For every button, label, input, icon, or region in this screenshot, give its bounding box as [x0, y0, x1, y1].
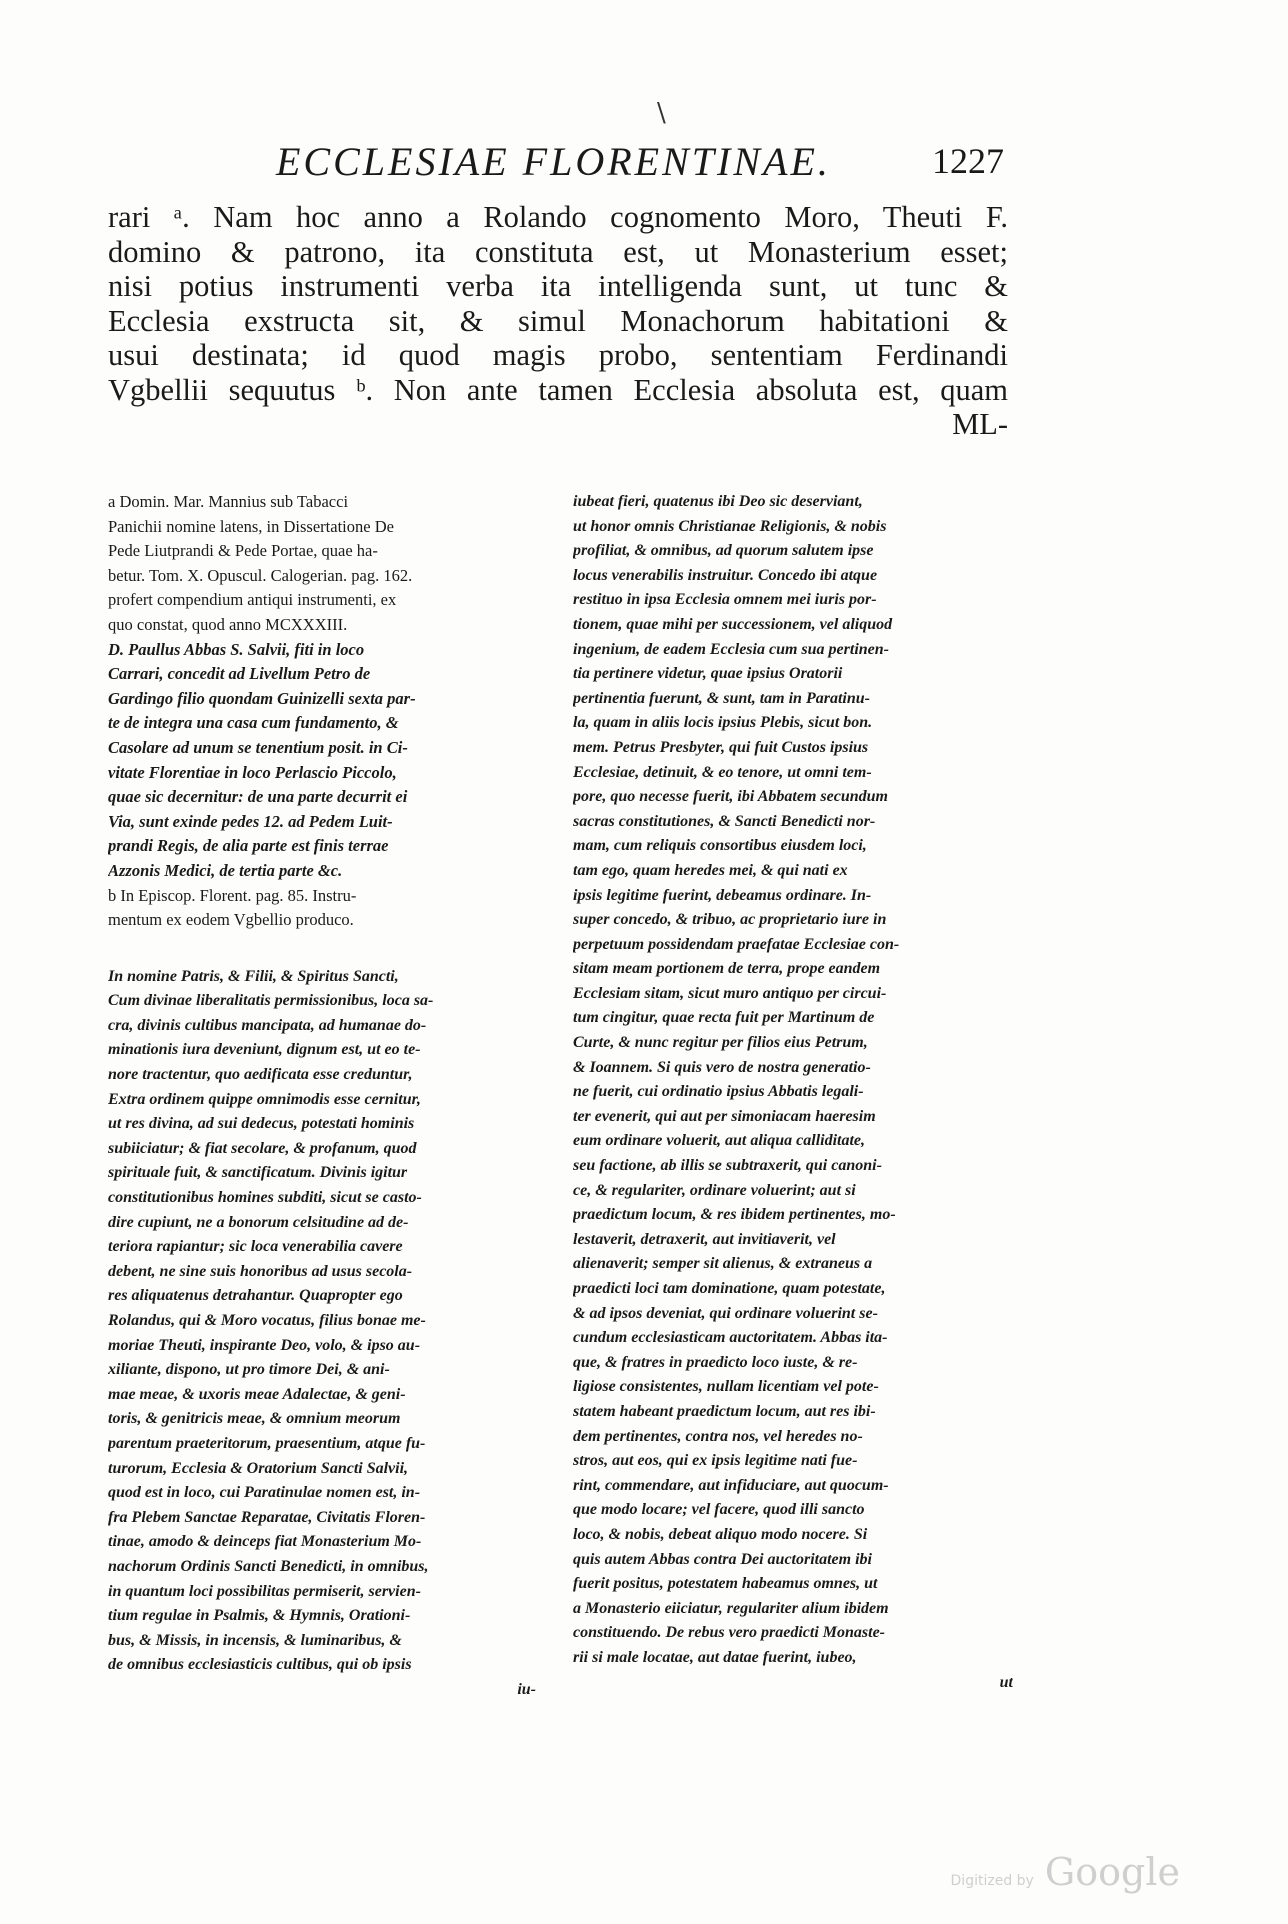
instrument-line: ne fuerit, cui ordinatio ipsius Abbatis legali- [573, 1083, 864, 1101]
main-text-line: domino & patrono, ita constituta est, ut Monasterium esset; [108, 234, 1008, 269]
instrument-line: iubeat fieri, quatenus ibi Deo sic deserviant, [573, 493, 863, 510]
instrument-line: rint, commendare, aut infiduciare, aut quocum- [573, 1476, 889, 1494]
instrument-line: que, & fratres in praedicto loco iuste, & re- [573, 1353, 858, 1371]
instrument-line: eum ordinare voluerit, aut aliqua calliditate, [573, 1132, 866, 1150]
instrument-line: Rolandus, qui & Moro vocatus, filius bonae me- [108, 1312, 426, 1329]
instrument-line: pore, quo necesse fuerit, ibi Abbatem secundum [573, 788, 888, 806]
instrument-line: tia pertinere videtur, quae ipsius Oratorii [573, 665, 843, 683]
instrument-line: turorum, Ecclesia & Oratorium Sancti Salvii, [108, 1459, 409, 1477]
instrument-line: Extra ordinem quippe omnimodis esse cernitur, [108, 1090, 421, 1108]
main-text-line: nisi potius instrumenti verba ita intelligenda sunt, ut tunc & [108, 269, 1008, 303]
instrument-line: seu factione, ab illis se subtraxerit, qui canoni- [573, 1157, 882, 1175]
footnote-line: a Domin. Mar. Mannius sub Tabacci [108, 492, 349, 511]
instrument-line: stros, aut eos, qui ex ipsis legitime nati fue- [573, 1452, 858, 1470]
instrument-line: dire cupiunt, ne a bonorum celsitudine ad de- [108, 1213, 409, 1231]
footnote-line: Panichii nomine latens, in Dissertatione De [108, 516, 394, 536]
footnote-line: mentum ex eodem Vgbellio produco. [108, 910, 354, 930]
instrument-line: super concedo, & tribuo, ac proprietario iure in [573, 911, 887, 929]
footnote-line: Gardingo filio quondam Guinizelli sexta par- [108, 688, 416, 708]
watermark-brand: Google [1044, 1850, 1180, 1894]
instrument-line: tum cingitur, quae recta fuit per Martinum de [573, 1009, 875, 1027]
catchword: ut [999, 1673, 1013, 1691]
instrument-line: ut honor omnis Christianae Religionis, & nobis [573, 517, 887, 535]
instrument-line: statem habeant praedictum locum, aut res ibi- [573, 1402, 876, 1420]
left-column [108, 490, 536, 1703]
running-title: ECCLESIAE FLORENTINAE. [276, 139, 831, 184]
instrument-line: a Monasterio eiiciatur, regulariter alium ibidem [573, 1599, 889, 1617]
footnote-line: Carrari, concedit ad Livellum Petro de [108, 664, 371, 684]
instrument-line: nore tractentur, quo aedificata esse creduntur, [108, 1066, 413, 1084]
instrument-line: bus, & Missis, in incensis, & luminaribus, & [108, 1631, 402, 1649]
instrument-line: sacras constitutiones, & Sancti Benedicti nor- [573, 812, 876, 830]
instrument-line: ligiose consistentes, nullam licentiam vel pote- [573, 1378, 879, 1396]
footnote-line: Via, sunt exinde pedes 12. ad Pedem Luit- [108, 811, 393, 831]
instrument-line: subiiciatur; & fiat secolare, & profanum, quod [108, 1139, 417, 1157]
instrument-line: ingenium, de eadem Ecclesia cum sua pertinen- [573, 640, 889, 658]
instrument-line: minationis iura deveniunt, dignum est, ut eo te- [108, 1041, 421, 1059]
instrument-line: Curte, & nunc regitur per filios eius Petrum, [573, 1034, 868, 1052]
instrument-line: fuerit positus, potestatem habeamus omnes, ut [573, 1575, 878, 1593]
instrument-line: ut res divina, ad sui dedecus, potestati hominis [108, 1115, 415, 1133]
page-mark: \ [657, 98, 666, 128]
main-text-line: rari ᵃ. Nam hoc anno a Rolando cognomento Moro, Theuti F. [108, 200, 1008, 234]
page-number: 1227 [932, 141, 1004, 181]
footnotes [108, 490, 536, 933]
instrument-line: sitam meam portionem de terra, prope eandem [573, 960, 881, 978]
main-text-line: usui destinata; id quod magis probo, sententiam Ferdinandi [108, 338, 1008, 372]
instrument-line: loco, & nobis, debeat aliquo modo nocere. Si [573, 1525, 868, 1543]
instrument-line: ter evenerit, qui aut per simoniacam haeresim [573, 1107, 876, 1125]
instrument-line: tionem, quae mihi per successionem, vel aliquod [573, 615, 893, 633]
instrument-line: de omnibus ecclesiasticis cultibus, qui ob ipsis [108, 1656, 412, 1674]
watermark-prefix: Digitized by [950, 1873, 1034, 1889]
watermark [951, 1850, 1180, 1894]
instrument-line: locus venerabilis instruitur. Concedo ibi atque [573, 566, 878, 584]
instrument-line: teriora rapiantur; sic loca venerabilia cavere [108, 1238, 403, 1256]
page-header [276, 138, 1004, 188]
footnote-line: betur. Tom. X. Opuscul. Calogerian. pag. 162. [108, 565, 413, 585]
instrument-line: & Ioannem. Si quis vero de nostra generatio- [573, 1058, 871, 1076]
instrument-line: quod est in loco, cui Paratinulae nomen est, in- [108, 1484, 421, 1502]
instrument-line: mam, cum reliquis consortibus eiusdem loci, [573, 837, 867, 855]
footnote-line: Azzonis Medici, de tertia parte &c. [108, 860, 343, 880]
instrument-line: lestaverit, detraxerit, aut invitiaverit, vel [573, 1230, 836, 1248]
footnote-line: Casolare ad unum se tenentium posit. in Ci- [108, 737, 408, 757]
main-text-line: Vgbellii sequutus ᵇ. Non ante tamen Ecclesia absoluta est, quam [108, 372, 1008, 407]
instrument-line: moriae Theuti, inspirante Deo, volo, & ipso au- [108, 1336, 421, 1354]
instrument-line: parentum praeteritorum, praesentium, atque fu- [108, 1434, 426, 1452]
instrument-line: praedicti loci tam dominatione, quam potestate, [573, 1280, 886, 1297]
instrument-line: Ecclesiae, detinuit, & eo tenore, ut omni tem- [573, 763, 872, 781]
instrument-line: ce, & regulariter, ordinare voluerint; aut si [573, 1181, 856, 1199]
instrument-line: dem pertinentes, contra nos, vel heredes no- [573, 1427, 863, 1445]
footnote-line: quo constat, quod anno MCXXXIII. [108, 614, 348, 634]
instrument-line: Cum divinae liberalitatis permissionibus, loca sa- [108, 992, 434, 1010]
instrument-line: Ecclesiam sitam, sicut muro antiquo per circui- [573, 984, 887, 1002]
footnote-line: Pede Liutprandi & Pede Portae, quae ha- [108, 541, 378, 561]
instrument-line: rii si male locatae, aut datae fuerint, iubeo, [573, 1648, 857, 1666]
instrument-line: debent, ne sine suis honoribus ad usus secola- [108, 1262, 413, 1280]
footnote-line: quae sic decernitur: de una parte decurrit ei [108, 787, 408, 807]
instrument-line: que modo locare; vel facere, quod illi sancto [573, 1501, 865, 1519]
instrument-line: cundum ecclesiasticam auctoritatem. Abbas ita- [573, 1329, 888, 1347]
instrument-line: tam ego, quam heredes mei, & qui nati ex [573, 861, 848, 879]
instrument-line: quis autem Abbas contra Dei auctoritatem ibi [573, 1550, 872, 1568]
instrument-line: ipsis legitime fuerint, debeamus ordinare. In- [573, 886, 872, 904]
catchword: iu- [517, 1680, 536, 1698]
footnote-line: vitate Florentiae in loco Perlascio Piccolo, [108, 762, 397, 782]
instrument-line: mae meae, & uxoris meae Adalectae, & geni- [108, 1385, 406, 1403]
instrument-line: xiliante, dispono, ut pro timore Dei, & ani- [108, 1361, 390, 1379]
instrument-line: toris, & genitricis meae, & omnium meorum [108, 1410, 401, 1428]
instrument-line: pertinentia fuerunt, & sunt, tam in Paratinu- [573, 689, 870, 707]
instrument-line: spirituale fuit, & sanctificatum. Divinis igitur [108, 1164, 408, 1182]
instrument-line: tium regulae in Psalmis, & Hymnis, Orationi- [108, 1607, 411, 1625]
instrument-line: In nomine Patris, & Filii, & Spiritus Sancti, [108, 967, 399, 985]
instrument-line: res aliquatenus detrahantur. Quapropter ego [108, 1287, 403, 1305]
instrument-line: profiliat, & omnibus, ad quorum salutem ipse [573, 542, 874, 560]
instrument-line: constituendo. De rebus vero praedicti Monaste- [573, 1624, 885, 1642]
footnote-line: b In Episcop. Florent. pag. 85. Instru- [108, 885, 357, 905]
instrument-line: constitutionibus homines subditi, sicut se casto- [108, 1189, 422, 1207]
right-column [573, 490, 1013, 1695]
instrument-line: nachorum Ordinis Sancti Benedicti, in omnibus, [108, 1557, 429, 1575]
instrument-line: restituo in ipsa Ecclesia omnem mei iuris por- [573, 591, 877, 609]
instrument-line: mem. Petrus Presbyter, qui fuit Custos ipsius [573, 738, 869, 756]
instrument-line: praedictum locum, & res ibidem pertinentes, mo- [573, 1206, 896, 1224]
main-text-line: Ecclesia exstructa sit, & simul Monachorum habitationi & [108, 303, 1008, 338]
instrument-text-left [108, 965, 536, 1703]
instrument-line: la, quam in aliis locis ipsius Plebis, sicut bon. [573, 714, 873, 732]
instrument-line: in quantum loci possibilitas permiserit, servien- [108, 1582, 421, 1600]
instrument-line: tinae, amodo & deinceps fiat Monasterium Mo- [108, 1533, 422, 1551]
instrument-line: & ad ipsos deveniat, qui ordinare voluerint se- [573, 1304, 878, 1322]
instrument-line: cra, divinis cultibus mancipata, ad humanae do- [108, 1016, 427, 1034]
main-text-catchword: ML- [952, 407, 1008, 441]
instrument-line: fra Plebem Sanctae Reparatae, Civitatis Floren- [108, 1508, 426, 1526]
footnote-line: te de integra una casa cum fundamento, & [108, 713, 399, 733]
main-text [108, 200, 1008, 442]
footnote-line: prandi Regis, de alia parte est finis terrae [108, 836, 389, 856]
footnote-line: D. Paullus Abbas S. Salvii, fiti in loco [108, 639, 365, 659]
instrument-line: perpetuum possidendam praefatae Ecclesiae con- [573, 935, 900, 953]
footnote-line: profert compendium antiqui instrumenti, ex [108, 590, 397, 610]
instrument-line: alienaverit; semper sit alienus, & extraneus a [573, 1255, 873, 1273]
